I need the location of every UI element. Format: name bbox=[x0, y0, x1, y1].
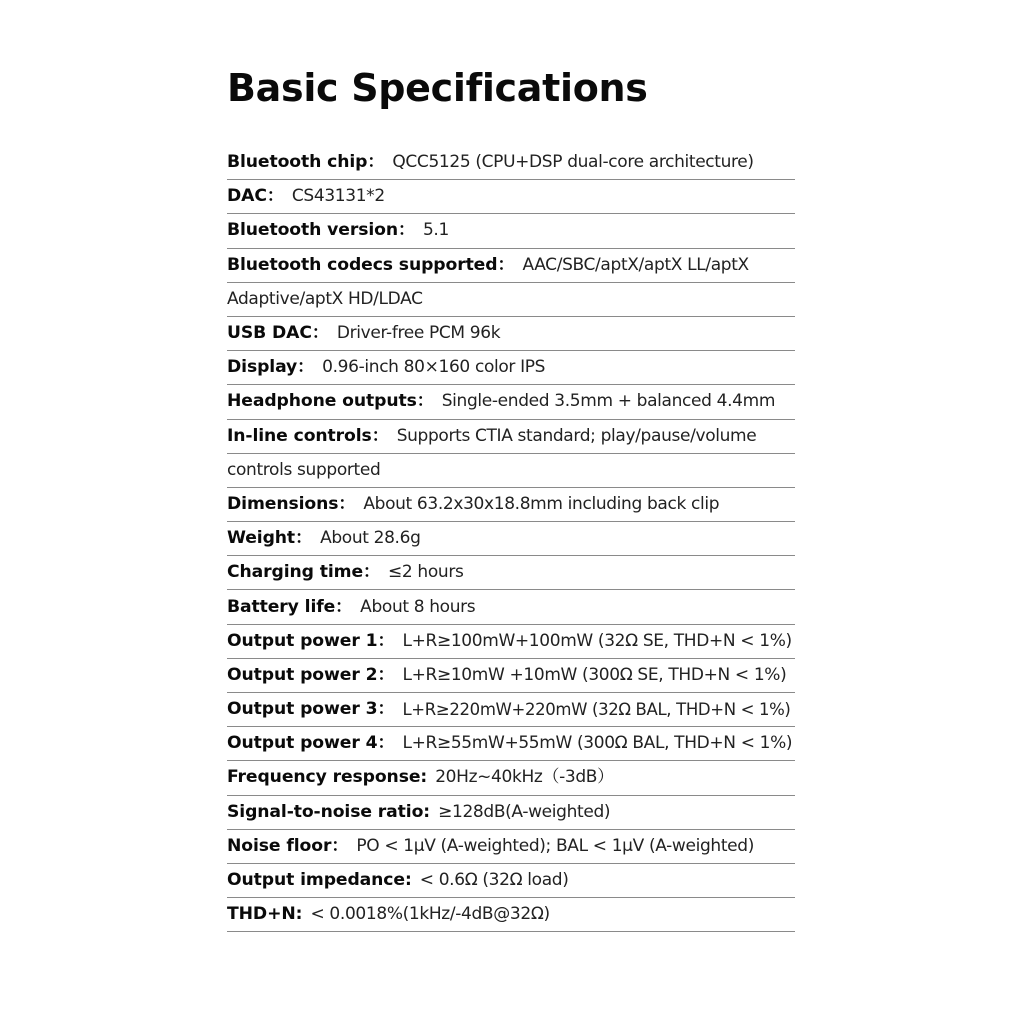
spec-separator: ： bbox=[377, 630, 395, 651]
spec-value: Driver-free PCM 96k bbox=[336, 323, 501, 344]
spec-row bbox=[227, 659, 795, 693]
spec-value: AAC/SBC/aptX/aptX LL/aptX bbox=[522, 254, 749, 275]
spec-row bbox=[227, 180, 795, 214]
spec-separator: : bbox=[420, 767, 428, 788]
spec-value: Supports CTIA standard; play/pause/volume bbox=[396, 425, 757, 446]
spec-value: About 63.2x30x18.8mm including back clip bbox=[363, 493, 720, 514]
spec-value: QCC5125 (CPU+DSP dual-core architecture) bbox=[392, 152, 754, 173]
spec-label: Weight bbox=[227, 528, 296, 549]
spec-value: < 0.0018%(1kHz/-4dB@32Ω) bbox=[310, 904, 550, 925]
spec-label: THD+N bbox=[227, 904, 296, 925]
spec-value: About 28.6g bbox=[320, 528, 421, 549]
spec-row bbox=[227, 249, 795, 283]
spec-separator: ： bbox=[377, 699, 395, 720]
spec-label: Output power 2 bbox=[227, 664, 378, 685]
spec-row bbox=[227, 556, 795, 590]
page-title: Basic Specifications bbox=[227, 66, 648, 110]
spec-value-continuation: controls supported bbox=[227, 459, 381, 480]
spec-value: L+R≥55mW+55mW (300Ω BAL, THD+N < 1%) bbox=[402, 733, 793, 754]
spec-value: About 8 hours bbox=[360, 596, 476, 617]
spec-row bbox=[227, 351, 795, 385]
spec-list bbox=[227, 146, 795, 932]
spec-separator: ： bbox=[338, 493, 356, 514]
spec-label: Output power 1 bbox=[227, 630, 378, 651]
spec-row bbox=[227, 385, 795, 419]
spec-row bbox=[227, 830, 795, 864]
spec-value-continuation: Adaptive/aptX HD/LDAC bbox=[227, 288, 423, 309]
spec-label: In-line controls bbox=[227, 425, 372, 446]
spec-row-continuation bbox=[227, 454, 795, 488]
spec-row bbox=[227, 625, 795, 659]
spec-label: Display bbox=[227, 357, 298, 378]
spec-separator: : bbox=[404, 870, 412, 891]
spec-separator: ： bbox=[331, 835, 349, 856]
spec-label: DAC bbox=[227, 186, 267, 207]
spec-label: Bluetooth chip bbox=[227, 152, 368, 173]
spec-separator: ： bbox=[371, 425, 389, 446]
spec-label: Battery life bbox=[227, 596, 336, 617]
spec-separator: ： bbox=[363, 562, 381, 583]
spec-value: 20Hz~40kHz（-3dB） bbox=[435, 767, 614, 788]
spec-value: ≥128dB(A-weighted) bbox=[438, 801, 611, 822]
spec-value: Single-ended 3.5mm + balanced 4.4mm bbox=[441, 391, 776, 412]
spec-row bbox=[227, 146, 795, 180]
spec-separator: ： bbox=[377, 664, 395, 685]
spec-row bbox=[227, 864, 795, 898]
spec-label: Bluetooth version bbox=[227, 220, 398, 241]
spec-separator: ： bbox=[416, 391, 434, 412]
spec-label: USB DAC bbox=[227, 323, 312, 344]
spec-row bbox=[227, 317, 795, 351]
spec-separator: ： bbox=[297, 357, 315, 378]
spec-row bbox=[227, 420, 795, 454]
spec-label: Noise floor bbox=[227, 835, 332, 856]
spec-label: Frequency response bbox=[227, 767, 421, 788]
spec-row bbox=[227, 727, 795, 761]
spec-separator: ： bbox=[377, 733, 395, 754]
spec-row-continuation bbox=[227, 283, 795, 317]
spec-separator: ： bbox=[497, 254, 515, 275]
spec-value: L+R≥220mW+220mW (32Ω BAL, THD+N < 1%) bbox=[402, 700, 791, 720]
spec-value: ≤2 hours bbox=[388, 562, 464, 583]
spec-label: Output impedance bbox=[227, 870, 405, 891]
spec-separator: ： bbox=[367, 152, 385, 173]
spec-separator: ： bbox=[335, 596, 353, 617]
spec-separator: ： bbox=[397, 220, 415, 241]
spec-separator: ： bbox=[295, 528, 313, 549]
spec-row bbox=[227, 590, 795, 624]
spec-row bbox=[227, 693, 795, 727]
spec-value: 5.1 bbox=[422, 220, 449, 241]
spec-separator: ： bbox=[266, 186, 284, 207]
spec-row bbox=[227, 214, 795, 248]
spec-row bbox=[227, 488, 795, 522]
spec-separator: : bbox=[295, 904, 303, 925]
spec-label: Headphone outputs bbox=[227, 391, 417, 412]
spec-value: 0.96-inch 80×160 color IPS bbox=[322, 357, 546, 378]
spec-row bbox=[227, 898, 795, 932]
spec-value: L+R≥10mW +10mW (300Ω SE, THD+N < 1%) bbox=[402, 664, 787, 685]
spec-value: PO < 1μV (A-weighted); BAL < 1μV (A-weighted) bbox=[356, 835, 754, 856]
spec-value: L+R≥100mW+100mW (32Ω SE, THD+N < 1%) bbox=[402, 630, 792, 651]
spec-label: Output power 3 bbox=[227, 699, 378, 720]
spec-row bbox=[227, 796, 795, 830]
spec-label: Dimensions bbox=[227, 493, 339, 514]
spec-separator: ： bbox=[311, 323, 329, 344]
spec-row bbox=[227, 522, 795, 556]
spec-label: Charging time bbox=[227, 562, 364, 583]
spec-row bbox=[227, 761, 795, 795]
spec-separator: : bbox=[423, 801, 431, 822]
spec-label: Signal-to-noise ratio bbox=[227, 801, 424, 822]
spec-label: Output power 4 bbox=[227, 733, 378, 754]
spec-value: < 0.6Ω (32Ω load) bbox=[419, 870, 569, 891]
spec-value: CS43131*2 bbox=[291, 186, 385, 207]
spec-label: Bluetooth codecs supported bbox=[227, 254, 498, 275]
